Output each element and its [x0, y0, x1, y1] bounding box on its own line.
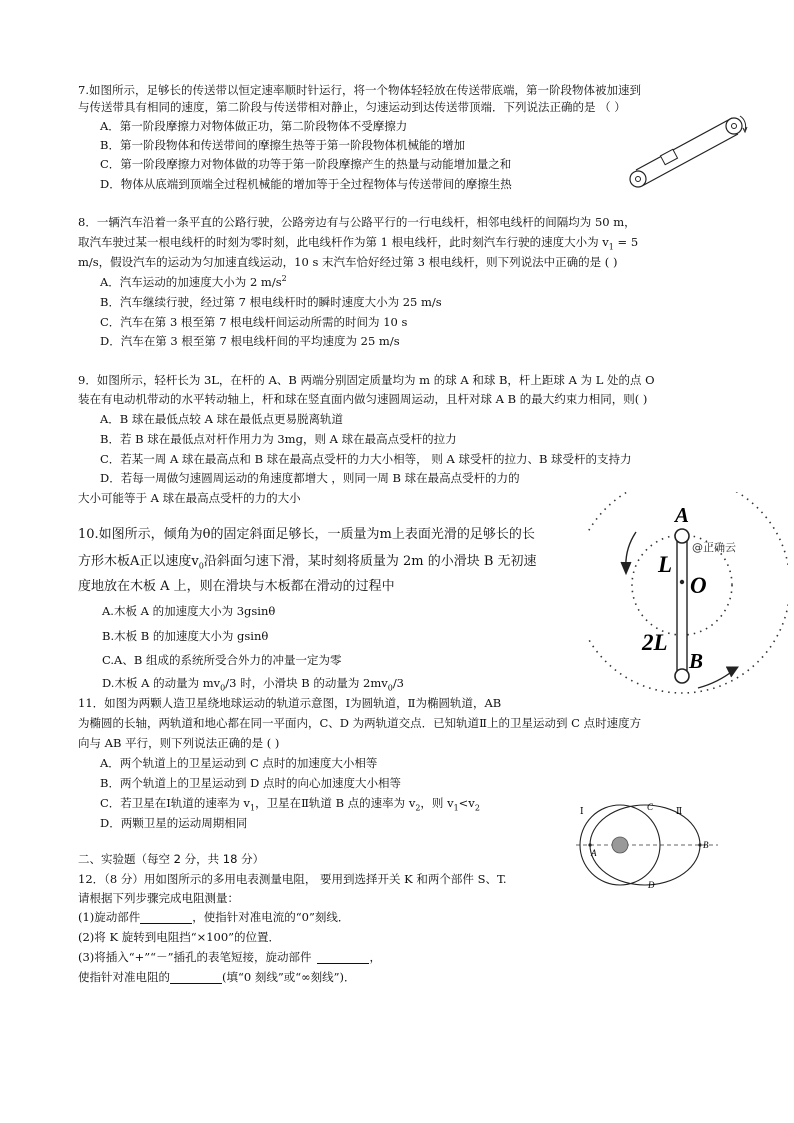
satellite-orbits-figure: [572, 800, 722, 895]
q11-stem-line2: 为椭圆的长轴，两轨道和地心都在同一平面内，C、D 为两轨道交点．已知轨道Ⅱ上的卫星运动到 C 点时速度方: [78, 716, 642, 730]
q10-option-b: B.木板 B 的加速度大小为 gsinθ: [102, 629, 269, 643]
q9-option-b: B．若 B 球在最低点对杆作用力为 3mg，则 A 球在最高点受杆的拉力: [100, 432, 457, 446]
q9-stem-line2: 装在有电动机带动的水平转动轴上，杆和球在竖直面内做匀速圆周运动，且杆对球 A B 的最大约束力相同，则( ): [78, 392, 648, 406]
q8-option-d: D．汽车在第 3 根至第 7 根电线杆间的平均速度为 25 m/s: [100, 334, 400, 348]
q10-option-d: D.木板 A 的动量为 $mv_0/3$ 时，小滑块 B 的动量为 $2mv_0/3$: [102, 676, 405, 693]
q7-stem-line2: 与传送带具有相同的速度，第二阶段与传送带相对静止，匀速运动到达传送带顶端．下列说法正确的是 （ ）: [78, 100, 626, 114]
q9-option-c: C．若某一周 A 球在最高点和 B 球在最高点受杆的力大小相等， 则 A 球受杆的拉力、B 球受杆的支持力: [100, 452, 632, 466]
q11-option-c: C．若卫星在Ⅰ轨道的速率为 $v_1$，卫星在Ⅱ轨道 B 点的速率为 $v_2$，则 $v_1<v_2$: [100, 796, 480, 813]
fig11-label-orbit-2: Ⅱ: [676, 806, 683, 816]
q8-stem-line3: m/s，假设汽车的运动为匀加速直线运动，10 s 末汽车恰好经过第 3 根电线杆，则下列说法中正确的是 ( ): [78, 255, 618, 269]
fig9-label-l: L: [658, 552, 673, 577]
conveyor-belt-figure: [622, 112, 752, 192]
q11-option-d: D．两颗卫星的运动周期相同: [100, 816, 248, 830]
q9-option-d-cont: 大小可能等于 A 球在最高点受杆的力的大小: [78, 491, 301, 505]
q9-option-a: A．B 球在最低点较 A 球在最低点更易脱离轨道: [100, 412, 344, 426]
fig9-label-o: O: [690, 573, 707, 598]
q10-stem-line2: 方形木板A正以速度$v_0$沿斜面匀速下滑，某时刻将质量为 2m 的小滑块 B 无初速: [78, 554, 537, 571]
q7-option-d: D．物体从底端到顶端全过程机械能的增加等于全过程物体与传送带间的摩擦生热: [100, 177, 512, 191]
q12-stem-line1: 12．（8 分）用如图所示的多用电表测量电阻， 要用到选择开关 K 和两个部件 S、T.: [78, 872, 507, 886]
q8-option-c: C．汽车在第 3 根至第 7 根电线杆间运动所需的时间为 10 s: [100, 315, 408, 329]
fig9-label-a: A: [675, 503, 690, 527]
section-experiment-heading: 二、实验题（每空 2 分，共 18 分）: [78, 852, 265, 866]
q12-stem-line2: 请根据下列步骤完成电阻测量：: [78, 891, 239, 905]
fig9-watermark: @正确云: [692, 541, 736, 554]
q10-option-a: A.木板 A 的加速度大小为 3gsinθ: [102, 604, 276, 618]
q10-stem-line1: 10.如图所示，倾角为θ的固定斜面足够长，一质量为m上表面光滑的足够长的长: [78, 527, 535, 542]
answer-blank-3: [170, 971, 222, 984]
rotating-rod-figure: [588, 492, 788, 707]
q8-stem-line2: 取汽车驶过某一根电线杆的时刻为零时刻，此电线杆作为第 1 根电线杆，此时刻汽车行驶的速度大小为 $v_1 = 5$: [78, 235, 639, 252]
q10-stem-line3: 度地放在木板 A 上，则在滑块与木板都在滑动的过程中: [78, 579, 395, 594]
fig9-label-b: B: [689, 649, 704, 673]
q10-option-c: C.A、B 组成的系统所受合外力的冲量一定为零: [102, 653, 342, 667]
q8-option-a: A．汽车运动的加速度大小为 2 $m/s^2$: [100, 274, 287, 289]
q11-stem-line3: 向与 AB 平行，则下列说法正确的是 ( ): [78, 736, 280, 750]
q9-option-d: D．若每一周做匀速圆周运动的角速度都增大 ，则同一周 B 球在最高点受杆的力的: [100, 471, 520, 485]
fig11-label-d: D: [648, 880, 655, 890]
q7-option-a: A．第一阶段摩擦力对物体做正功，第二阶段物体不受摩擦力: [100, 119, 408, 133]
q7-stem-line1: 7.如图所示，足够长的传送带以恒定速率顺时针运行，将一个物体轻轻放在传送带底端，第一阶段物体被加速到: [78, 83, 641, 97]
q9-stem-line1: 9．如图所示，轻杆长为 3L，在杆的 A、B 两端分别固定质量均为 m 的球 A 和球 B，杆上距球 A 为 L 处的点 O: [78, 373, 655, 387]
q12-step-2: (2)将 K 旋转到电阻挡“×100”的位置．: [78, 930, 281, 944]
q8-option-b: B．汽车继续行驶，经过第 7 根电线杆时的瞬时速度大小为 25 m/s: [100, 295, 442, 309]
answer-blank-2: [317, 951, 369, 964]
q12-step-3: (3)将插入“+”“－”插孔的表笔短接，旋动部件 ，: [78, 950, 381, 964]
q7-option-b: B．第一阶段物体和传送带间的摩擦生热等于第一阶段物体机械能的增加: [100, 138, 465, 152]
q12-step-1: (1)旋动部件 ，使指针对准电流的“0”刻线．: [78, 910, 350, 924]
q8-stem-line1: 8．一辆汽车沿着一条平直的公路行驶，公路旁边有与公路平行的一行电线杆，相邻电线杆的间隔均为 50 m，: [78, 215, 636, 229]
fig11-label-b: B: [703, 840, 709, 850]
fig9-label-2l: 2L: [642, 630, 668, 655]
q11-option-b: B．两个轨道上的卫星运动到 D 点时的向心加速度大小相等: [100, 776, 401, 790]
q11-option-a: A．两个轨道上的卫星运动到 C 点时的加速度大小相等: [100, 756, 378, 770]
answer-blank-1: [140, 911, 192, 924]
q12-step-4: 使指针对准电阻的 (填“0 刻线”或“∞刻线”)．: [78, 970, 356, 984]
q11-stem-line1: 11．如图为两颗人造卫星绕地球运动的轨道示意图，Ⅰ为圆轨道，Ⅱ为椭圆轨道，AB: [78, 696, 502, 710]
q7-option-c: C．第一阶段摩擦力对物体做的功等于第一阶段摩擦产生的热量与动能增加量之和: [100, 157, 512, 171]
fig11-label-c: C: [647, 802, 654, 812]
fig11-label-orbit-1: Ⅰ: [580, 806, 584, 816]
fig11-label-a: A: [591, 848, 597, 858]
